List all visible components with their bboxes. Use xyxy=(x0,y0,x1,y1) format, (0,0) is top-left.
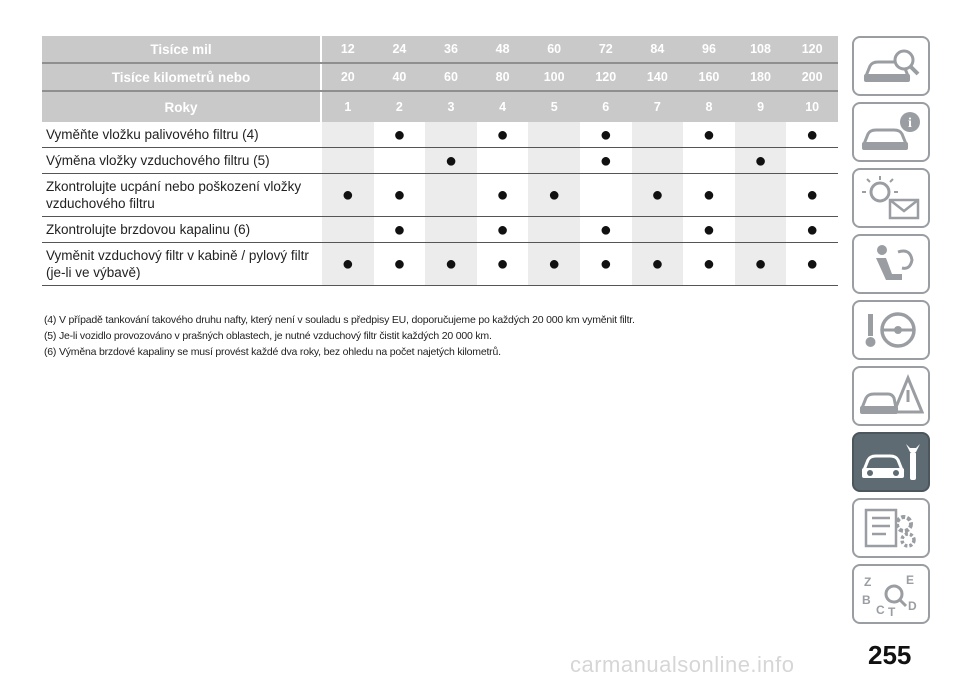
maintenance-schedule-table xyxy=(42,36,838,286)
schedule-cell xyxy=(322,122,374,147)
schedule-mark: ● xyxy=(496,218,509,241)
years-header-cell: 4 xyxy=(499,100,507,114)
km-header-cell: 140 xyxy=(646,70,668,84)
schedule-cell xyxy=(374,148,426,173)
years-header-cell: 9 xyxy=(757,100,765,114)
tab-emergency[interactable] xyxy=(852,366,930,426)
schedule-mark: ● xyxy=(393,218,406,241)
svg-text:E: E xyxy=(906,573,915,587)
schedule-mark: ● xyxy=(425,243,477,285)
car-maintenance-icon xyxy=(858,438,924,486)
schedule-mark: ● xyxy=(735,243,787,285)
miles-header-cell: 24 xyxy=(392,42,407,56)
schedule-cell xyxy=(735,174,787,216)
years-header-cell: 2 xyxy=(395,100,403,114)
schedule-cell xyxy=(528,122,580,147)
schedule-cell xyxy=(477,148,529,173)
miles-header-cell: 12 xyxy=(340,42,355,56)
schedule-cell xyxy=(786,148,838,173)
schedule-mark: ● xyxy=(393,253,406,275)
tab-maintenance[interactable] xyxy=(852,432,930,492)
task-label: Výměna vložky vzduchového filtru (5) xyxy=(46,153,270,168)
schedule-mark: ● xyxy=(496,123,509,146)
car-info-icon xyxy=(858,108,924,156)
schedule-cell xyxy=(528,217,580,242)
miles-header-cell: 72 xyxy=(598,42,613,56)
miles-header-cell: 96 xyxy=(702,42,716,56)
schedule-cell xyxy=(322,217,374,242)
task-label: Vyměňte vložku palivového filtru (4) xyxy=(46,127,259,142)
tab-car-search[interactable] xyxy=(852,36,930,96)
schedule-mark: ● xyxy=(393,184,406,206)
schedule-mark: ● xyxy=(632,174,684,216)
miles-header-cell: 108 xyxy=(750,42,771,56)
table-row xyxy=(42,243,838,286)
table-row xyxy=(42,122,838,148)
watermark: carmanualsonline.info xyxy=(570,652,795,677)
schedule-cell xyxy=(425,174,477,216)
schedule-mark: ● xyxy=(393,123,406,146)
years-label: Roky xyxy=(42,92,322,122)
years-header-cell: 7 xyxy=(653,100,661,114)
schedule-mark: ● xyxy=(528,174,580,216)
km-header-cell: 100 xyxy=(543,70,565,84)
km-header-cell: 120 xyxy=(595,70,617,84)
schedule-mark: ● xyxy=(425,148,477,173)
svg-text:B: B xyxy=(862,593,871,607)
svg-text:T: T xyxy=(888,605,896,618)
schedule-cell xyxy=(528,148,580,173)
km-header-cell: 40 xyxy=(392,70,407,84)
schedule-cell xyxy=(322,148,374,173)
km-header-cell: 20 xyxy=(340,70,355,84)
schedule-mark: ● xyxy=(496,184,509,206)
task-label: Vyměnit vzduchový filtr v kabině / pylový filtr (je-li ve výbavě) xyxy=(46,248,309,280)
tab-starting-driving[interactable] xyxy=(852,300,930,360)
tab-warning-lights[interactable] xyxy=(852,168,930,228)
schedule-mark: ● xyxy=(322,174,374,216)
schedule-mark: ● xyxy=(702,184,715,206)
schedule-cell xyxy=(425,217,477,242)
schedule-mark: ● xyxy=(322,243,374,285)
schedule-cell xyxy=(735,122,787,147)
table-row xyxy=(42,217,838,243)
airbag-seat-icon xyxy=(858,240,924,288)
schedule-cell xyxy=(632,148,684,173)
years-header-cell: 8 xyxy=(705,100,713,114)
tab-technical-specs[interactable] xyxy=(852,498,930,558)
miles-label: Tisíce mil xyxy=(42,36,322,62)
table-row xyxy=(42,174,838,217)
warning-light-message-icon xyxy=(858,174,924,222)
task-label: Zkontrolujte brzdovou kapalinu (6) xyxy=(46,222,251,237)
svg-text:C: C xyxy=(876,603,885,617)
schedule-mark: ● xyxy=(632,243,684,285)
km-header-cell: 160 xyxy=(698,70,720,84)
schedule-cell xyxy=(735,217,787,242)
schedule-mark: ● xyxy=(702,253,715,275)
car-breakdown-warning-icon xyxy=(858,372,924,420)
specifications-gear-icon xyxy=(858,504,924,552)
schedule-mark: ● xyxy=(806,253,819,275)
footnote-5: (5) Je-li vozidlo provozováno v prašných oblastech, je nutné vzduchový filtr čistit každých 20 000 km. xyxy=(44,330,492,342)
schedule-mark: ● xyxy=(702,218,715,241)
schedule-mark: ● xyxy=(702,123,715,146)
svg-text:i: i xyxy=(908,116,912,131)
schedule-mark: ● xyxy=(735,148,787,173)
miles-header-cell: 48 xyxy=(495,42,510,56)
schedule-mark: ● xyxy=(806,184,819,206)
tab-car-info[interactable] xyxy=(852,102,930,162)
svg-text:D: D xyxy=(908,599,917,613)
task-label: Zkontrolujte ucpání nebo poškození vložky vzduchového filtru xyxy=(46,179,302,211)
schedule-cell xyxy=(425,122,477,147)
km-header-cell: 80 xyxy=(495,70,510,84)
schedule-mark: ● xyxy=(599,218,612,241)
years-header-cell: 6 xyxy=(602,100,610,114)
years-header-cell: 3 xyxy=(447,100,455,114)
schedule-mark: ● xyxy=(806,218,819,241)
tab-safety[interactable] xyxy=(852,234,930,294)
alphabetical-index-icon xyxy=(858,570,924,618)
header-row-km xyxy=(42,64,838,92)
km-header-cell: 200 xyxy=(801,70,823,84)
table-row xyxy=(42,148,838,174)
footnotes xyxy=(44,312,834,360)
svg-text:Z: Z xyxy=(864,575,872,589)
schedule-mark: ● xyxy=(806,123,819,146)
schedule-cell xyxy=(683,148,735,173)
schedule-mark: ● xyxy=(599,149,612,172)
page-number: 255 xyxy=(868,640,912,670)
years-header-cell: 1 xyxy=(344,100,352,114)
steering-key-icon xyxy=(858,306,924,354)
miles-header-cell: 120 xyxy=(801,42,823,56)
schedule-cell xyxy=(632,122,684,147)
miles-header-cell: 84 xyxy=(650,42,665,56)
schedule-cell xyxy=(632,217,684,242)
years-header-cell: 5 xyxy=(550,100,558,114)
car-search-icon xyxy=(858,42,924,90)
km-header-cell: 60 xyxy=(444,70,458,84)
header-row-miles xyxy=(42,36,838,64)
km-label: Tisíce kilometrů nebo xyxy=(42,64,322,90)
schedule-mark: ● xyxy=(528,243,580,285)
header-row-years xyxy=(42,92,838,122)
tab-index[interactable] xyxy=(852,564,930,624)
footnote-6: (6) Výměna brzdové kapaliny se musí provést každé dva roky, bez ohledu na počet najetých kilometrů. xyxy=(44,346,501,358)
miles-header-cell: 60 xyxy=(547,42,562,56)
km-header-cell: 180 xyxy=(750,70,771,84)
years-header-cell: 10 xyxy=(805,100,820,114)
miles-header-cell: 36 xyxy=(444,42,458,56)
schedule-cell xyxy=(580,174,632,216)
schedule-mark: ● xyxy=(599,123,612,146)
chapter-sidebar xyxy=(852,36,932,630)
schedule-mark: ● xyxy=(496,253,509,275)
footnote-4: (4) V případě tankování takového druhu nafty, který není v souladu s předpisy EU, doporučujeme po každých 20 000 km vyměnit filtr. xyxy=(44,314,635,326)
schedule-mark: ● xyxy=(599,253,612,275)
